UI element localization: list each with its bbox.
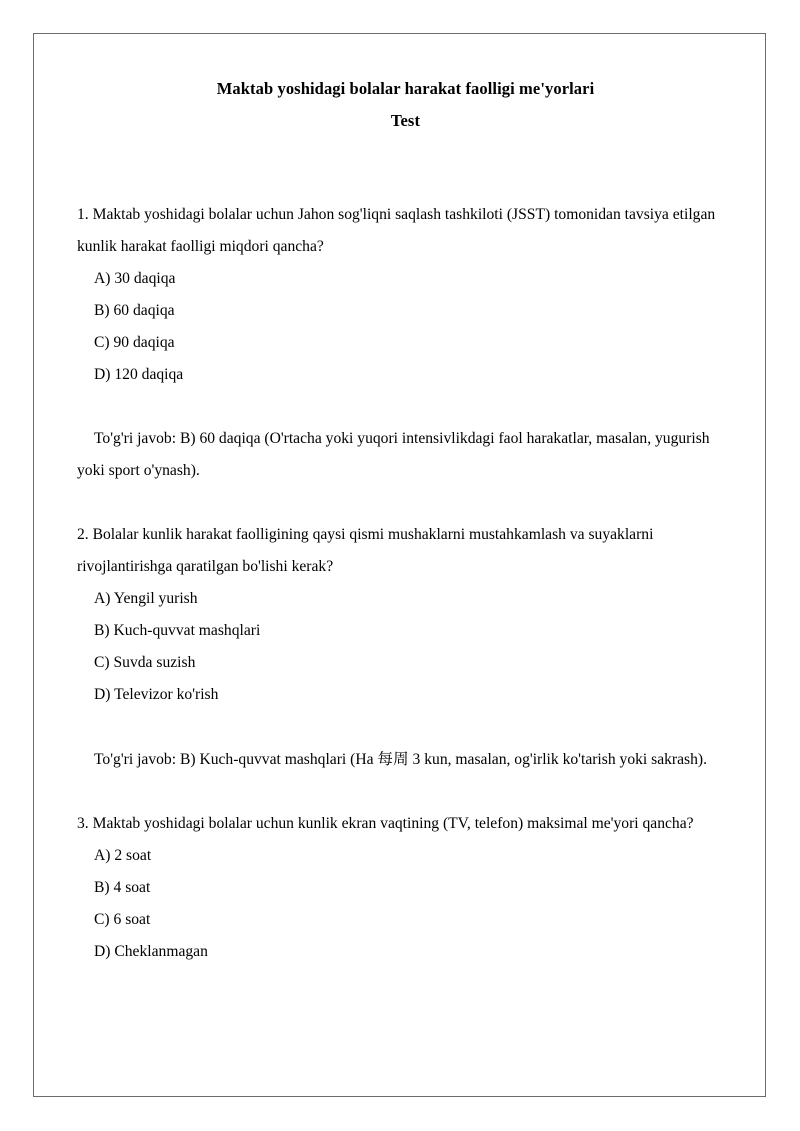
question-text: 1. Maktab yoshidagi bolalar uchun Jahon sog'liqni saqlash tashkiloti (JSST) tomonidan tavsiya etilgan kunlik harakat faolligi miqdori qancha? bbox=[77, 206, 716, 255]
question-block-2 bbox=[77, 519, 734, 776]
cjk-run: 每周 bbox=[377, 750, 409, 768]
option-d[interactable]: D) Cheklanmagan bbox=[94, 943, 208, 960]
document-subtitle: Test bbox=[390, 111, 421, 130]
option-a[interactable]: A) 30 daqiqa bbox=[94, 270, 176, 287]
options-list bbox=[77, 840, 734, 968]
question-block-3 bbox=[77, 808, 734, 968]
options-list bbox=[77, 263, 734, 391]
option-b[interactable]: B) 60 daqiqa bbox=[94, 302, 175, 319]
option-d[interactable]: D) Televizor ko'rish bbox=[94, 686, 219, 703]
question-text: 3. Maktab yoshidagi bolalar uchun kunlik ekran vaqtining (TV, telefon) maksimal me'yori qancha? bbox=[77, 815, 694, 832]
document-page bbox=[33, 33, 766, 1097]
question-block-1 bbox=[77, 199, 734, 487]
document-content bbox=[77, 34, 734, 968]
question-text: 2. Bolalar kunlik harakat faolligining qaysi qismi mushaklarni mustahkamlash va suyaklarni rivojlantirishga qaratilgan bo'lishi kerak? bbox=[77, 526, 654, 575]
answer-text: To'g'ri javob: B) Kuch-quvvat mashqlari (Ha 每周 3 kun, masalan, og'irlik ko'tarish yoki sakrash). bbox=[94, 750, 708, 768]
option-c[interactable]: C) 90 daqiqa bbox=[94, 334, 175, 351]
document-title: Maktab yoshidagi bolalar harakat faolligi me'yorlari bbox=[216, 79, 595, 98]
option-a[interactable]: A) Yengil yurish bbox=[94, 590, 198, 607]
option-b[interactable]: B) Kuch-quvvat mashqlari bbox=[94, 622, 261, 639]
option-c[interactable]: C) 6 soat bbox=[94, 911, 151, 928]
answer-text: To'g'ri javob: B) 60 daqiqa (O'rtacha yoki yuqori intensivlikdagi faol harakatlar, masalan, yugurish yoki sport o'ynash). bbox=[77, 430, 710, 479]
option-a[interactable]: A) 2 soat bbox=[94, 847, 152, 864]
options-list bbox=[77, 583, 734, 711]
option-b[interactable]: B) 4 soat bbox=[94, 879, 151, 896]
questions-list bbox=[77, 137, 734, 968]
title-block bbox=[77, 34, 734, 137]
option-d[interactable]: D) 120 daqiqa bbox=[94, 366, 184, 383]
option-c[interactable]: C) Suvda suzish bbox=[94, 654, 196, 671]
